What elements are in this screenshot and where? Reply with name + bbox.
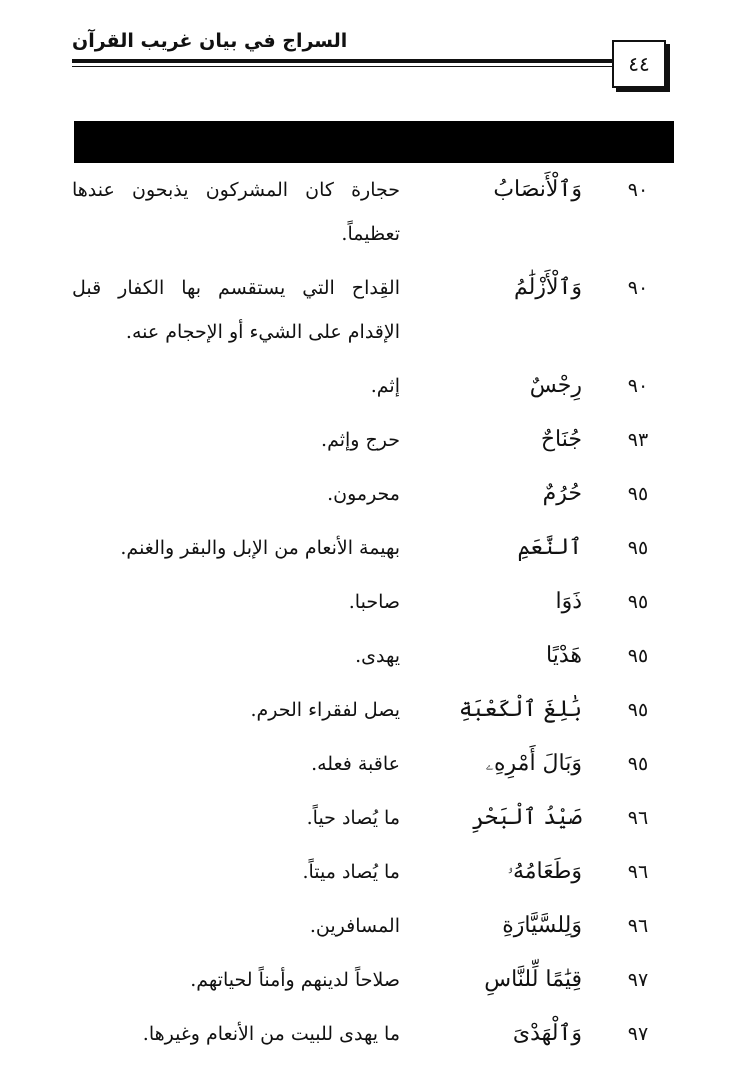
verse-number: ٩٦ — [627, 915, 649, 937]
word-meaning: ما يهدى للبيت من الأنعام وغيرها. — [142, 1023, 400, 1045]
word-meaning: يصل لفقراء الحرم. — [250, 699, 400, 721]
header-rule-thin — [72, 66, 612, 67]
verse-number: ٩٧ — [627, 1023, 649, 1045]
quran-word: وَلِلسَّيَّارَةِ — [502, 913, 582, 938]
quran-word: هَدْيًا — [546, 643, 582, 668]
glossary-row — [72, 418, 662, 472]
page-number: ٤٤ — [628, 52, 650, 76]
glossary-row — [72, 266, 662, 364]
verse-number: ٩٥ — [627, 645, 649, 667]
quran-word: وَطَعَامُهُۥ — [507, 859, 582, 884]
glossary-row — [72, 796, 662, 850]
glossary-row — [72, 580, 662, 634]
quran-word: رِجْسٌ — [529, 373, 582, 398]
verse-number: ٩٧ — [627, 969, 649, 991]
word-meaning: صاحبا. — [348, 591, 400, 613]
verse-number: ٩٥ — [627, 699, 649, 721]
header-rule-thick — [72, 59, 612, 63]
page-number-box — [612, 40, 666, 88]
running-header-title: السراج في بيان غريب القرآن — [72, 30, 348, 52]
word-meaning: عاقبة فعله. — [311, 753, 400, 775]
word-meaning: المسافرين. — [309, 915, 400, 937]
glossary-row — [72, 168, 662, 266]
word-meaning: بهيمة الأنعام من الإبل والبقر والغنم. — [120, 537, 400, 559]
verse-number: ٩٠ — [627, 179, 649, 201]
word-meaning: حجارة كان المشركون يذبحون عندها تعظيماً. — [72, 179, 400, 245]
quran-word: حُرُمٌ — [542, 481, 582, 506]
glossary-row — [72, 1012, 662, 1066]
quran-word: قِيَٰمًا لِّلنَّاسِ — [484, 967, 582, 992]
word-meaning: حرج وإثم. — [321, 429, 400, 451]
word-meaning: القِداح التي يستقسم بها الكفار قبل الإقدام على الشيء أو الإحجام عنه. — [72, 277, 400, 343]
word-meaning: يهدى. — [355, 645, 400, 667]
glossary-row — [72, 472, 662, 526]
word-meaning: ما يُصاد ميتاً. — [302, 861, 400, 883]
quran-word: جُنَاحٌ — [540, 427, 582, 452]
verse-number: ٩٥ — [627, 753, 649, 775]
word-meaning: إثم. — [370, 375, 400, 397]
column-header-bar — [74, 121, 674, 163]
glossary-row — [72, 958, 662, 1012]
verse-number: ٩٥ — [627, 483, 649, 505]
verse-number: ٩٥ — [627, 591, 649, 613]
glossary-row — [72, 526, 662, 580]
glossary-row — [72, 850, 662, 904]
quran-word: ذَوَا — [555, 589, 582, 614]
quran-word: بَٰلِغَ ٱلْكَعْبَةِ — [458, 697, 582, 722]
quran-word: وَٱلْأَنصَابُ — [493, 177, 582, 202]
glossary-row — [72, 364, 662, 418]
verse-number: ٩٠ — [627, 277, 649, 299]
glossary-list — [72, 168, 662, 1066]
word-meaning: صلاحاً لدينهم وأمناً لحياتهم. — [190, 969, 400, 991]
glossary-row — [72, 904, 662, 958]
verse-number: ٩٠ — [627, 375, 649, 397]
word-meaning: ما يُصاد حياً. — [306, 807, 400, 829]
verse-number: ٩٦ — [627, 861, 649, 883]
verse-number: ٩٦ — [627, 807, 649, 829]
quran-word: وَٱلْهَدْىَ — [512, 1021, 582, 1046]
verse-number: ٩٥ — [627, 537, 649, 559]
quran-word: ٱلنَّعَمِ — [517, 535, 582, 560]
word-meaning: محرمون. — [327, 483, 400, 505]
verse-number: ٩٣ — [627, 429, 649, 451]
quran-word: وَبَالَ أَمْرِهِۦ — [485, 751, 582, 776]
quran-word: وَٱلْأَزْلَٰمُ — [513, 275, 582, 300]
glossary-row — [72, 688, 662, 742]
quran-word: صَيْدُ ٱلْبَحْرِ — [471, 805, 582, 830]
glossary-row — [72, 742, 662, 796]
glossary-row — [72, 634, 662, 688]
